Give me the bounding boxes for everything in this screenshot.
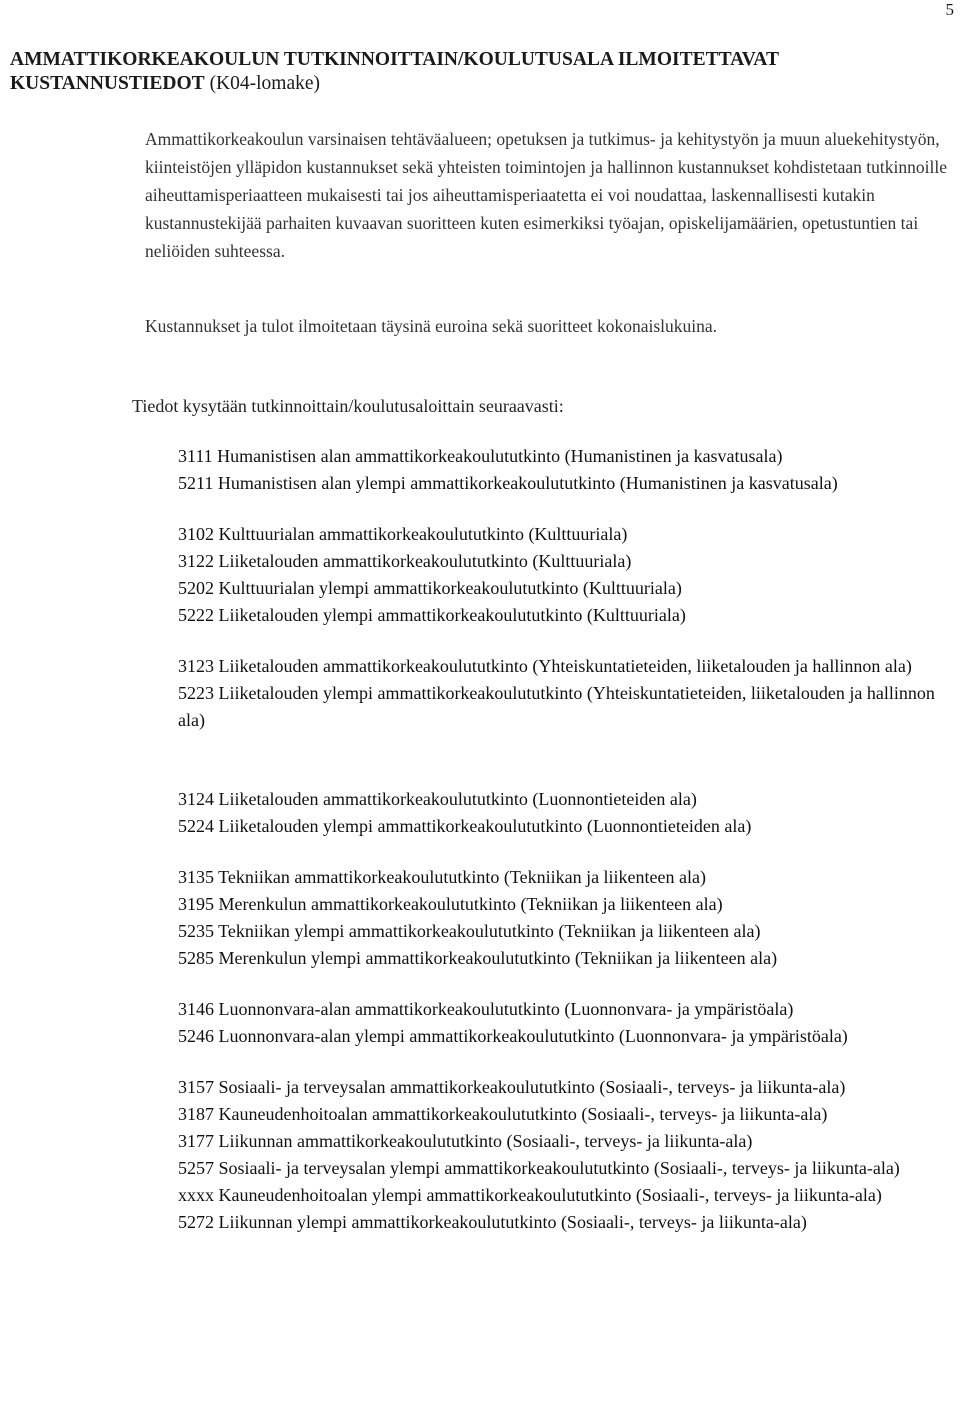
degree-entry: 5202 Kulttuurialan ylempi ammattikorkeakoulututkinto (Kulttuuriala): [178, 578, 682, 598]
degree-group: [178, 996, 953, 1050]
degree-list: [178, 443, 953, 1236]
degree-entry: 3177 Liikunnan ammattikorkeakoulututkinto (Sosiaali-, terveys- ja liikunta-ala): [178, 1131, 753, 1151]
degree-group: [178, 864, 953, 972]
degree-group: [178, 786, 953, 840]
degree-entry: 5224 Liiketalouden ylempi ammattikorkeakoulututkinto (Luonnontieteiden ala): [178, 816, 752, 836]
degree-entry: 5222 Liiketalouden ylempi ammattikorkeakoulututkinto (Kulttuuriala): [178, 605, 686, 625]
degree-group: [178, 521, 953, 629]
degree-entry: 3187 Kauneudenhoitoalan ammattikorkeakoulututkinto (Sosiaali-, terveys- ja liikunta-ala): [178, 1104, 828, 1124]
degree-entry: 3123 Liiketalouden ammattikorkeakoulututkinto (Yhteiskuntatieteiden, liiketalouden ja hallinnon ala): [178, 656, 912, 676]
page-title: [10, 48, 950, 96]
degree-entry: 3146 Luonnonvara-alan ammattikorkeakoulututkinto (Luonnonvara- ja ympäristöala): [178, 999, 794, 1019]
degree-entry: 5246 Luonnonvara-alan ylempi ammattikorkeakoulututkinto (Luonnonvara- ja ympäristöala): [178, 1026, 848, 1046]
degree-entry: 5285 Merenkulun ylempi ammattikorkeakoulututkinto (Tekniikan ja liikenteen ala): [178, 948, 778, 968]
degree-group: [178, 443, 953, 497]
degree-entry: 3124 Liiketalouden ammattikorkeakoulututkinto (Luonnontieteiden ala): [178, 789, 697, 809]
degree-entry: 5257 Sosiaali- ja terveysalan ylempi ammattikorkeakoulututkinto (Sosiaali-, terveys- ja liikunta-ala): [178, 1158, 900, 1178]
lead-text: Tiedot kysytään tutkinnoittain/koulutusaloittain seuraavasti:: [132, 396, 564, 416]
degree-entry: 3111 Humanistisen alan ammattikorkeakoulututkinto (Humanistinen ja kasvatusala): [178, 446, 783, 466]
degree-entry: xxxx Kauneudenhoitoalan ylempi ammattikorkeakoulututkinto (Sosiaali-, terveys- ja liikunta-ala): [178, 1185, 882, 1205]
degree-entry: 3135 Tekniikan ammattikorkeakoulututkinto (Tekniikan ja liikenteen ala): [178, 867, 707, 887]
note-paragraph: Kustannukset ja tulot ilmoitetaan täysinä euroina sekä suoritteet kokonaislukuina.: [145, 316, 718, 336]
degree-entry: 3195 Merenkulun ammattikorkeakoulututkinto (Tekniikan ja liikenteen ala): [178, 894, 723, 914]
page-number: 5: [945, 0, 954, 19]
degree-entry: 5223 Liiketalouden ylempi ammattikorkeakoulututkinto (Yhteiskuntatieteiden, liiketalouden ja hallinnon ala): [178, 683, 935, 730]
degree-entry: 5211 Humanistisen alan ylempi ammattikorkeakoulututkinto (Humanistinen ja kasvatusala): [178, 473, 838, 493]
degree-entry: 5272 Liikunnan ylempi ammattikorkeakoulututkinto (Sosiaali-, terveys- ja liikunta-ala): [178, 1212, 807, 1232]
degree-group: [178, 1074, 953, 1236]
form-label: (K04-lomake): [209, 73, 321, 94]
intro-paragraph: Ammattikorkeakoulun varsinaisen tehtäväalueen; opetuksen ja tutkimus- ja kehitystyön ja muun aluekehitystyön, kiinteistöjen ylläpidon kustannukset sekä yhteisten toimintojen ja hallinnon kustannukset kohdistetaan tutkinnoille aiheuttamisperiaatteen mukaisesti tai jos aiheuttamisperiaatetta ei voi noudattaa, laskennallisesti kutakin kustannustekijää parhaiten kuvaavan suoritteen kuten esimerkiksi työajan, opiskelijamäärien, opetustuntien tai neliöiden suhteessa.: [145, 129, 947, 261]
degree-group: [178, 653, 953, 734]
degree-entry: 3102 Kulttuurialan ammattikorkeakoulututkinto (Kulttuuriala): [178, 524, 628, 544]
page-title-main: AMMATTIKORKEAKOULUN TUTKINNOITTAIN/KOULUTUSALA ILMOITETTAVAT KUSTANNUSTIEDOT: [10, 49, 779, 94]
degree-entry: 5235 Tekniikan ylempi ammattikorkeakoulututkinto (Tekniikan ja liikenteen ala): [178, 921, 761, 941]
degree-entry: 3157 Sosiaali- ja terveysalan ammattikorkeakoulututkinto (Sosiaali-, terveys- ja liikunta-ala): [178, 1077, 846, 1097]
degree-entry: 3122 Liiketalouden ammattikorkeakoulututkinto (Kulttuuriala): [178, 551, 632, 571]
